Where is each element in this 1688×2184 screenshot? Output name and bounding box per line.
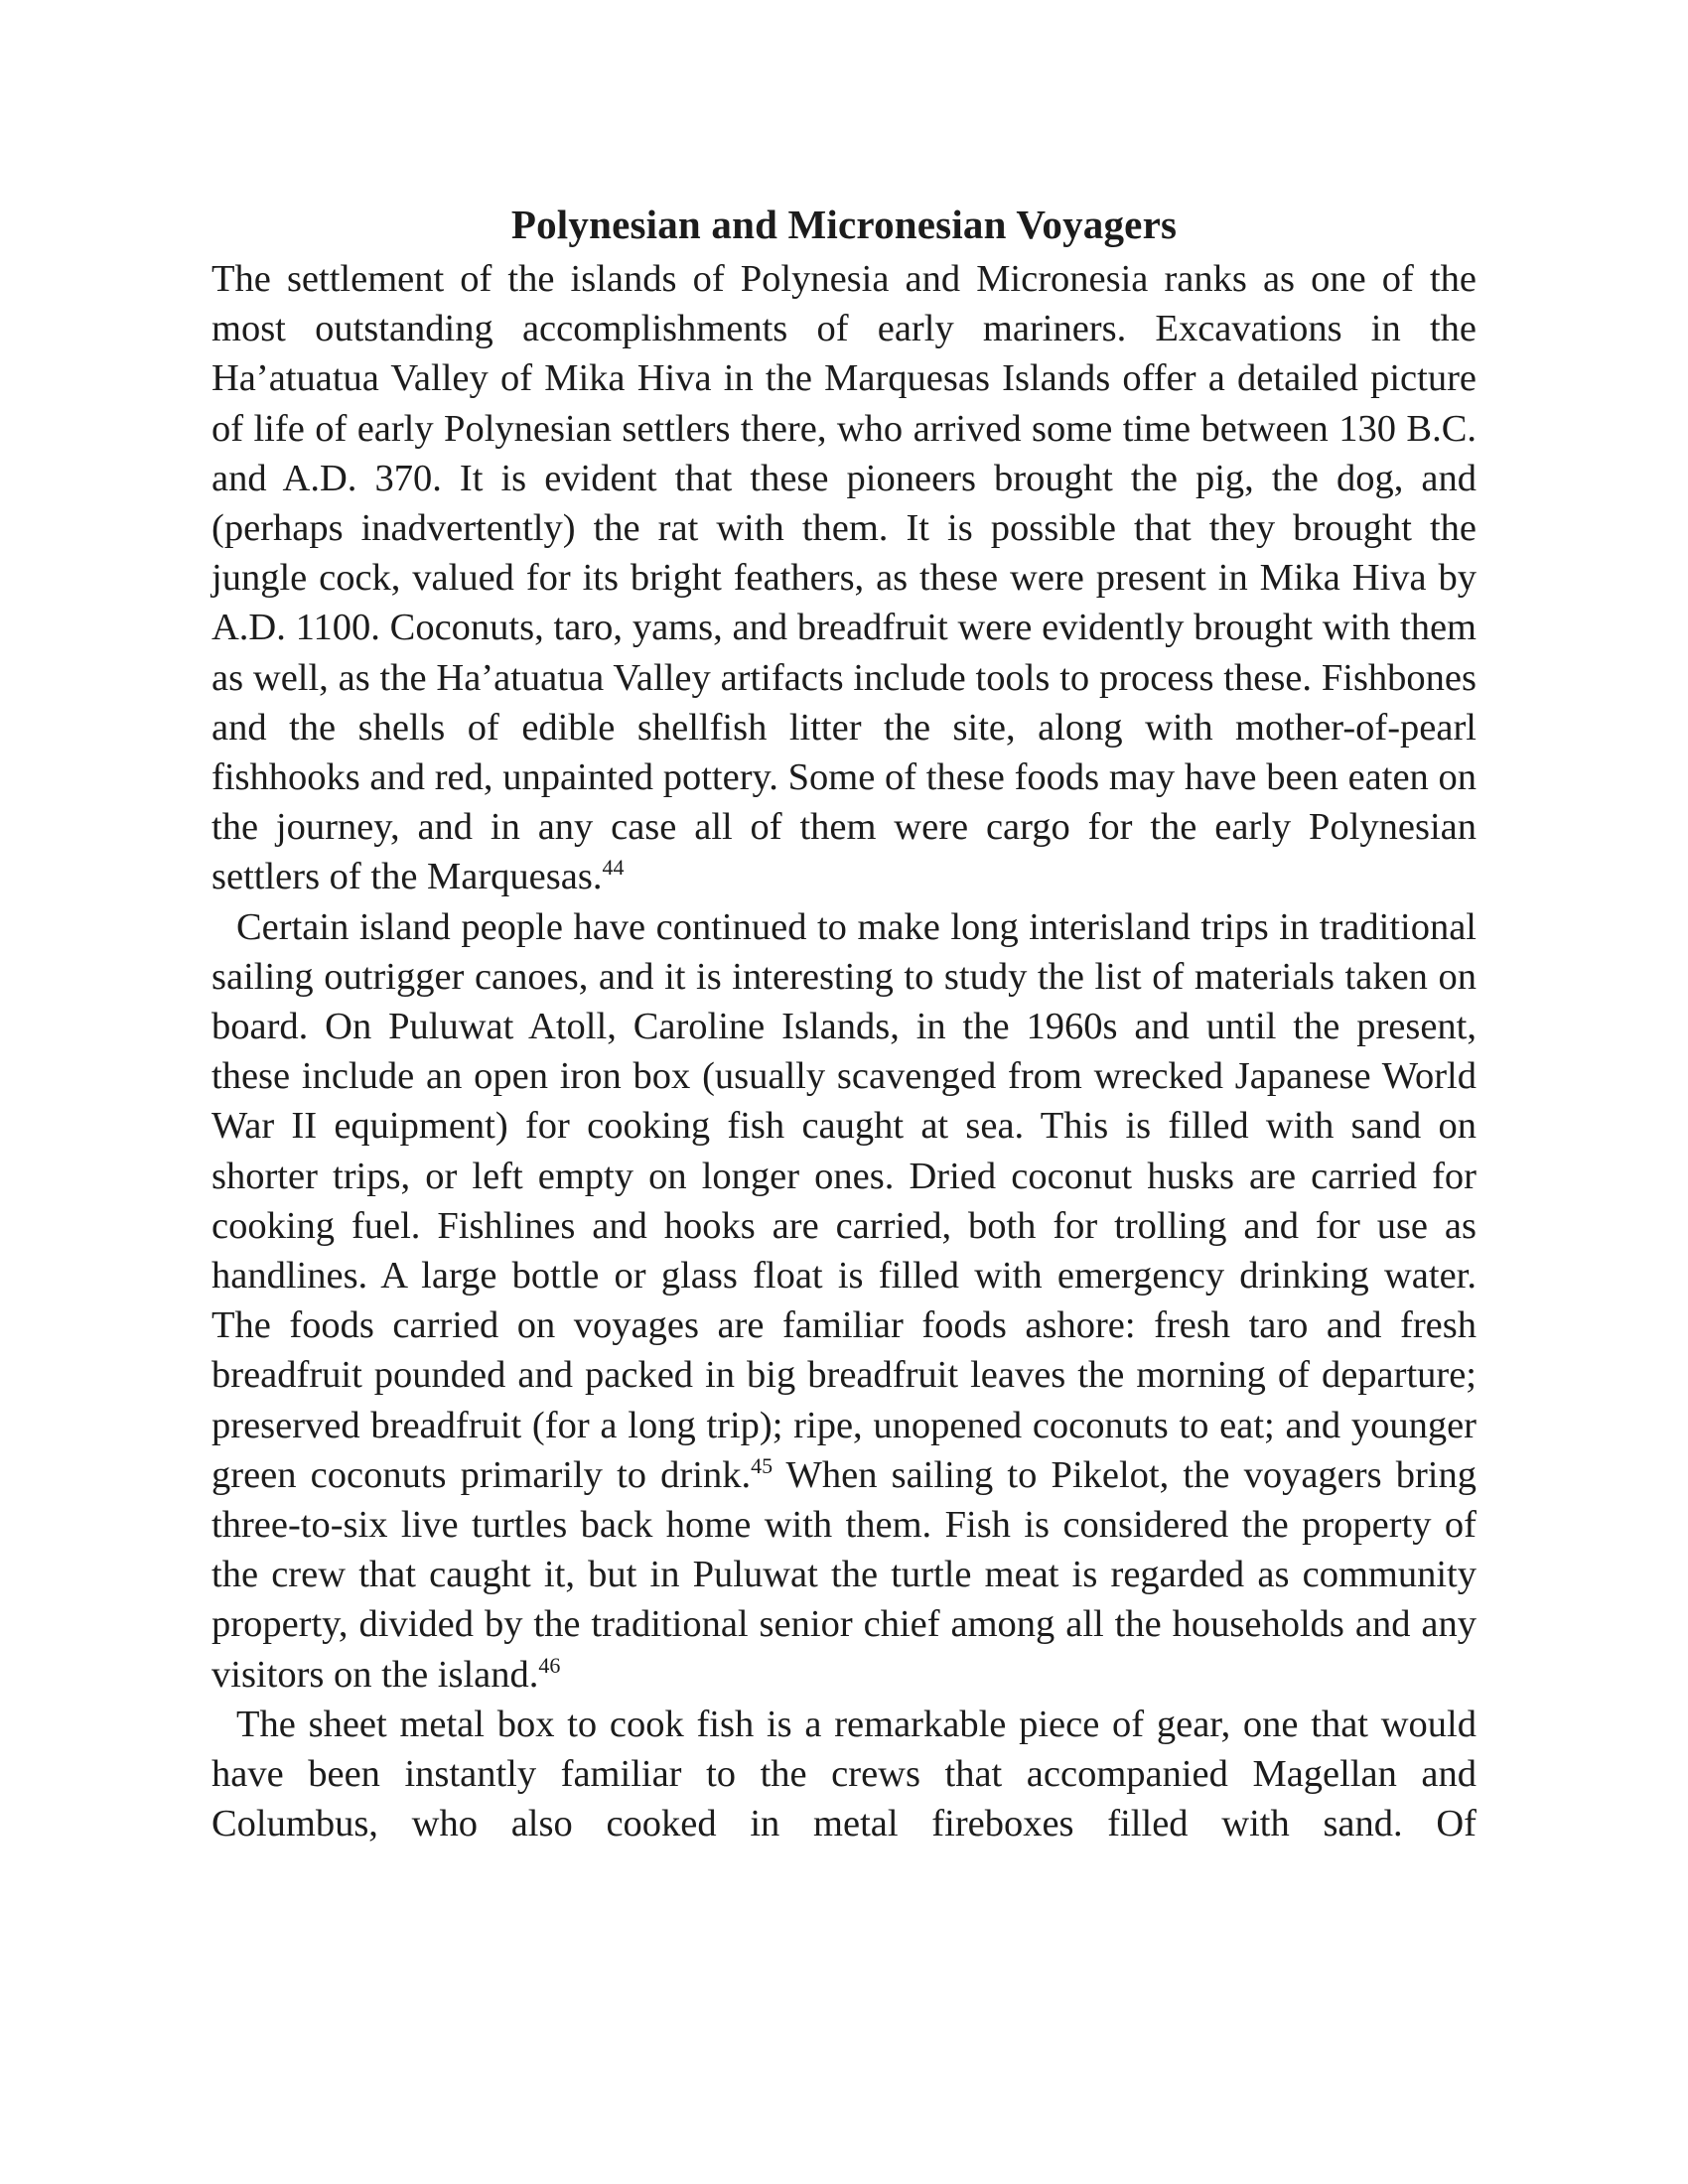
footnote-ref-45: 45 — [751, 1453, 774, 1479]
paragraph-3-text: The sheet metal box to cook fish is a remarkable piece of gear, one that would have been instantly familiar to the crews that accompanied Magellan and Columbus, who also cooked in metal fireboxes filled with sand. Of — [211, 1703, 1477, 1845]
paragraph-2-text-b: When sailing to Pikelot, the voyagers bring three-to-six live turtles back home with them. Fish is considered the property of the crew that caught it, but in Puluwat the turtle meat is regarded as community property, divided by the traditional senior chief among all the households and any visitors on the island. — [211, 1453, 1477, 1696]
section-title: Polynesian and Micronesian Voyagers — [510, 202, 1178, 247]
paragraph-2-text-a: Certain island people have continued to make long interisland trips in traditional sailing outrigger canoes, and it is interesting to study the list of materials taken on board. On Puluwat Atoll, Caroline Islands, in the 1960s and until the present, these include an open iron box (usually scavenged from wrecked Japanese World War II equipment) for cooking fish caught at sea. This is filled with sand on shorter trips, or left empty on longer ones. Dried coconut husks are carried for cooking fuel. Fishlines and hooks are carried, both for trolling and for use as handlines. A large bottle or glass float is filled with emergency drinking water. The foods carried on voyages are familiar foods ashore: fresh taro and fresh breadfruit pounded and packed in big breadfruit leaves the morning of departure; preserved breadfruit (for a long trip); ripe, unopened coconuts to eat; and younger green coconuts primarily to drink. — [211, 905, 1477, 1496]
footnote-ref-44: 44 — [602, 855, 625, 881]
paragraph-2 — [211, 902, 1477, 1700]
document-page — [211, 195, 1477, 1849]
paragraph-3 — [211, 1700, 1477, 1849]
paragraph-1 — [211, 254, 1477, 902]
footnote-ref-46: 46 — [538, 1652, 561, 1678]
paragraph-1-text: The settlement of the islands of Polynesia and Micronesia ranks as one of the most outstanding accomplishments of early mariners. Excavations in the Ha’atuatua Valley of Mika Hiva in the Marquesas Islands offer a detailed picture of life of early Polynesian settlers there, who arrived some time between 130 B.C. and A.D. 370. It is evident that these pioneers brought the pig, the dog, and (perhaps inadvertently) the rat with them. It is possible that they brought the jungle cock, valued for its bright feathers, as these were present in Mika Hiva by A.D. 1100. Coconuts, taro, yams, and breadfruit were evidently brought with them as well, as the Ha’atuatua Valley artifacts include tools to process these. Fishbones and the shells of edible shellfish litter the site, along with mother-of-pearl fishhooks and red, unpainted pottery. Some of these foods may have been eaten on the journey, and in any case all of them were cargo for the early Polynesian settlers of the Marquesas. — [211, 258, 1477, 898]
